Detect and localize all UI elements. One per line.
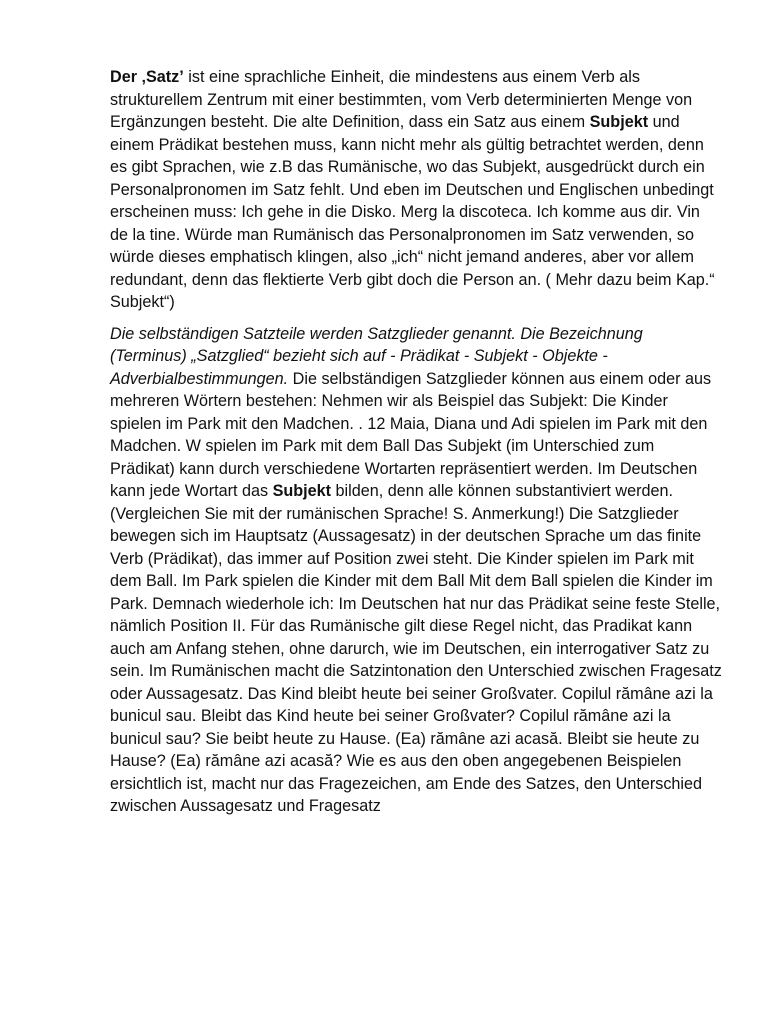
paragraph-text: ist eine sprachliche Einheit, die mindestens aus einem Verb als strukturellem Zentrum mit einer bestimmten, vom Verb determinierten Menge von Ergänzungen besteht. Die alte Definition, dass ein Satz aus einem [110,68,693,131]
paragraph-satz-definition [110,66,722,314]
italic-definition: Die selbständigen Satzteile werden Satzglieder genannt. Die Bezeichnung (Terminus) „Satzglied“ bezieht sich auf - Prädikat - Subjekt - Objekte - Adverbialbestimmungen. [110,324,643,388]
paragraph-text: und einem Prädikat bestehen muss, kann nicht mehr als gültig betrachtet werden, denn es gibt Sprachen, wie z.B das Rumänische, wo das Subjekt, ausgedrückt durch ein Personalpronomen im Satz fehlt. Und eben im Deutschen und Englischen unbedingt erscheinen muss: Ich gehe in die Disko. Merg la discoteca. Ich komme aus dir. Vin de la tine. Würde man Rumänisch das Personalpronomen im Satz verwenden, so würde dieses emphatisch klingen, also „ich“ nicht jemand anderes, aber vor allem redundant, denn das flektierte Verb gibt doch die Person an. ( Mehr dazu beim Kap.“ Subjekt“) [110,113,715,311]
document-page [110,66,722,827]
term-subjekt: Subjekt [272,482,332,500]
paragraph-text: Die selbständigen Satzglieder können aus einem oder aus mehreren Wörtern bestehen: Nehmen wir als Beispiel das Subjekt: Die Kinder spielen im Park mit den Madchen. . 12 Maia, Diana und Adi spielen im Park mit den Madchen. W spielen im Park mit dem Ball Das Subjekt (im Unterschied zum Prädikat) kann durch verschiedene Wortarten repräsentiert werden. Im Deutschen kann jede Wortart das [110,369,712,500]
paragraph-satzglieder [110,323,722,818]
term-satz: Der ‚Satz’ [110,68,184,86]
term-subjekt: Subjekt [589,113,649,131]
paragraph-text: bilden, denn alle können substantiviert werden. (Vergleichen Sie mit der rumänischen Sprache! S. Anmerkung!) Die Satzglieder bewegen sich im Hauptsatz (Aussagesatz) in der deutschen Sprache um das finite Verb (Prädikat), das immer auf Position zwei steht. Die Kinder spielen im Park mit dem Ball. Im Park spielen die Kinder mit dem Ball Mit dem Ball spielen die Kinder im Park. Demnach wiederhole ich: Im Deutschen hat nur das Prädikat seine feste Stelle, nämlich Position II. Für das Rumänische gilt diese Regel nicht, das Pradikat kann auch am Anfang stehen, ohne darurch, wie im Deutschen, ein interrogativer Satz zu sein. Im Rumänischen macht die Satzintonation den Unterschied zwischen Fragesatz oder Aussagesatz. Das Kind bleibt heute bei seiner Großvater. Copilul rămâne azi la bunicul sau. Bleibt das Kind heute bei seiner Großvater? Copilul rămâne azi la bunicul sau? Sie beibt heute zu Hause. (Ea) rămâne azi acasă. Bleibt sie heute zu Hause? (Ea) rămâne azi acasă? Wie es aus den oben angegebenen Beispielen ersichtlich ist, macht nur das Fragezeichen, am Ende des Satzes, den Unterschied zwischen Aussagesatz und Fragesatz [110,482,722,815]
